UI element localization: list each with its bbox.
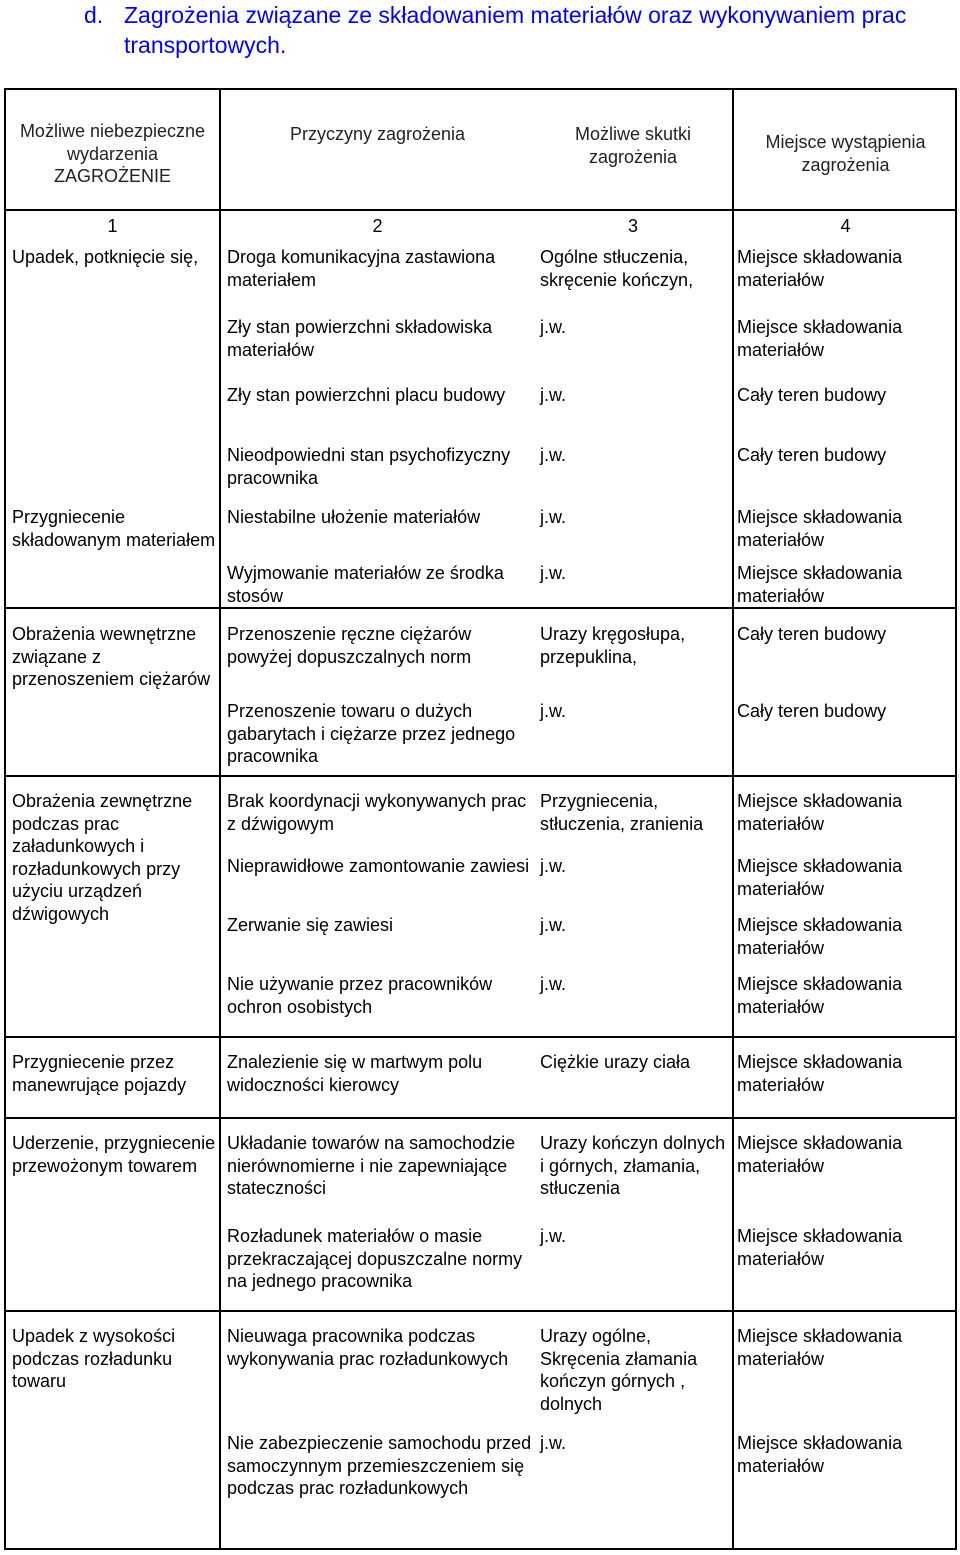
column-divider [219,90,221,1548]
event-cell: Przygniecenie przez manewrujące pojazdy [12,1052,187,1095]
effect-cell: Ogólne stłuczenia, skręcenie kończyn, [540,247,694,290]
column-divider [732,90,734,1548]
place-cell: Miejsce składowania materiałów [737,856,903,899]
event-cell: Uderzenie, przygniecenie przewożonym towarem [12,1133,216,1176]
place-cell: Miejsce składowania materiałów [737,507,903,550]
place-cell: Miejsce składowania materiałów [737,791,903,834]
cause-cell: Zły stan powierzchni składowiska materiałów [227,317,493,360]
hazard-table [4,88,957,1550]
cause-cell: Znalezienie się w martwym polu widoczności kierowcy [227,1052,483,1095]
section-title: Zagrożenia związane ze składowaniem materiałów oraz wykonywaniem prac transportowych. [124,2,907,58]
header-place: Miejsce wystąpienia zagrożenia [765,132,926,175]
cause-cell: Zły stan powierzchni placu budowy [227,385,506,405]
effect-cell: Przygniecenia, stłuczenia, zranienia [540,791,704,834]
cause-cell: Niestabilne ułożenie materiałów [227,507,481,527]
event-cell: Przygniecenie składowanym materiałem [12,507,216,550]
place-cell: Miejsce składowania materiałów [737,1052,903,1095]
group-divider [6,775,955,777]
place-cell: Miejsce składowania materiałów [737,1226,903,1269]
place-cell: Miejsce składowania materiałów [737,563,903,606]
place-cell: Miejsce składowania materiałów [737,247,903,290]
column-number: 1 [107,216,118,236]
header-effect: Możliwe skutki zagrożenia [574,124,692,167]
effect-cell: Ciężkie urazy ciała [540,1052,691,1072]
effect-cell: j.w. [540,445,567,465]
cause-cell: Nieprawidłowe zamontowanie zawiesi [227,856,530,876]
cause-cell: Nieuwaga pracownika podczas wykonywania prac rozładunkowych [227,1326,509,1369]
event-cell: Obrażenia zewnętrzne podczas prac załadunkowych i rozładunkowych przy użyciu urządzeń dźwigowych [12,791,193,924]
section-number: d. [84,2,104,28]
column-number: 2 [372,216,383,236]
cause-cell: Układanie towarów na samochodzie nierównomierne i nie zapewniające stateczności [227,1133,516,1198]
effect-cell: Urazy ogólne, Skręcenia złamania kończyn górnych , dolnych [540,1326,698,1414]
cause-cell: Zerwanie się zawiesi [227,915,394,935]
effect-cell: j.w. [540,507,567,527]
header-divider [6,209,955,211]
event-cell: Upadek z wysokości podczas rozładunku towaru [12,1326,176,1391]
place-cell: Cały teren budowy [737,385,887,405]
group-divider [6,1117,955,1119]
effect-cell: j.w. [540,563,567,583]
effect-cell: Urazy kręgosłupa, przepuklina, [540,624,686,667]
place-cell: Miejsce składowania materiałów [737,317,903,360]
effect-cell: j.w. [540,915,567,935]
group-divider [6,1036,955,1038]
cause-cell: Brak koordynacji wykonywanych prac z dźwigowym [227,791,527,834]
group-divider [6,607,955,609]
place-cell: Miejsce składowania materiałów [737,915,903,958]
cause-cell: Nie używanie przez pracowników ochron osobistych [227,974,493,1017]
event-cell: Obrażenia wewnętrzne związane z przenoszeniem ciężarów [12,624,211,689]
section-heading [84,0,954,58]
header-event: Możliwe niebezpieczne wydarzenia ZAGROŻENIE [19,121,206,186]
effect-cell: j.w. [540,974,567,994]
cause-cell: Przenoszenie ręczne ciężarów powyżej dopuszczalnych norm [227,624,472,667]
place-cell: Miejsce składowania materiałów [737,1326,903,1369]
group-divider [6,1310,955,1312]
effect-cell: j.w. [540,1226,567,1246]
place-cell: Miejsce składowania materiałów [737,974,903,1017]
place-cell: Miejsce składowania materiałów [737,1433,903,1476]
cause-cell: Przenoszenie towaru o dużych gabarytach i ciężarze przez jednego pracownika [227,701,516,766]
effect-cell: Urazy kończyn dolnych i górnych, złamania, stłuczenia [540,1133,726,1198]
cause-cell: Rozładunek materiałów o masie przekraczającej dopuszczalne normy na jednego pracownika [227,1226,523,1291]
cause-cell: Nie zabezpieczenie samochodu przed samoczynnym przemieszczeniem się podczas prac rozładunkowych [227,1433,532,1498]
column-number: 3 [627,216,638,236]
header-cause: Przyczyny zagrożenia [289,124,466,144]
place-cell: Cały teren budowy [737,624,887,644]
effect-cell: j.w. [540,317,567,337]
column-number: 4 [840,216,851,236]
place-cell: Miejsce składowania materiałów [737,1133,903,1176]
effect-cell: j.w. [540,1433,567,1453]
effect-cell: j.w. [540,385,567,405]
cause-cell: Wyjmowanie materiałów ze środka stosów [227,563,504,606]
cause-cell: Nieodpowiedni stan psychofizyczny pracownika [227,445,511,488]
place-cell: Cały teren budowy [737,701,887,721]
effect-cell: j.w. [540,856,567,876]
event-cell: Upadek, potknięcie się, [12,247,199,267]
place-cell: Cały teren budowy [737,445,887,465]
cause-cell: Droga komunikacyjna zastawiona materiałem [227,247,496,290]
effect-cell: j.w. [540,701,567,721]
